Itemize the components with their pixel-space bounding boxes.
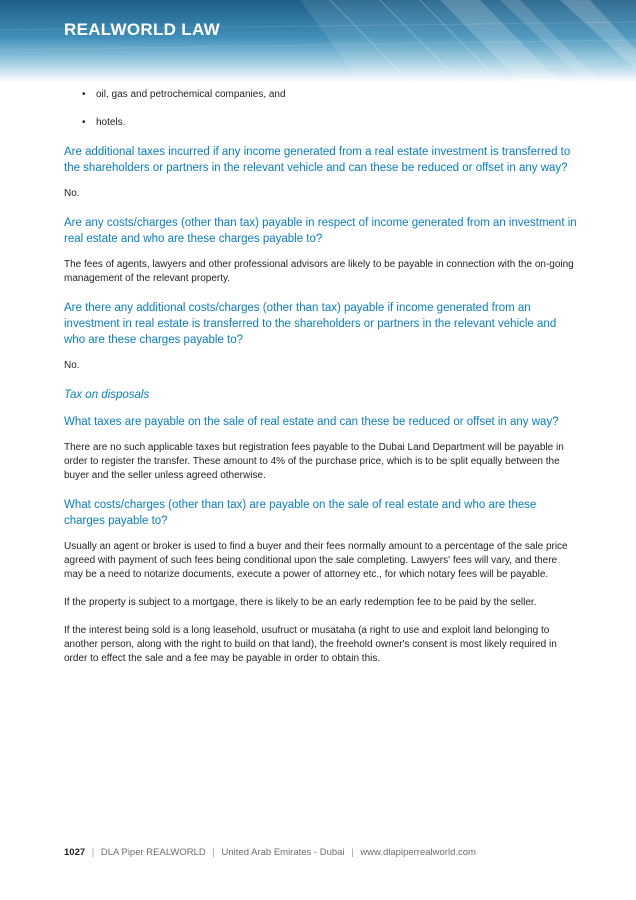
brand-title: REALWORLD LAW xyxy=(64,20,220,39)
footer-url-link[interactable]: www.dlapiperrealworld.com xyxy=(360,847,476,858)
bullet-icon: • xyxy=(82,89,86,100)
list-item xyxy=(64,116,578,129)
section-heading: Tax on disposals xyxy=(64,389,150,401)
header-building-graphic xyxy=(0,0,636,82)
footer-separator: | xyxy=(91,847,95,858)
question-heading: What costs/charges (other than tax) are payable on the sale of real estate and who are these charges payable to? xyxy=(64,499,537,527)
footer-publisher: DLA Piper REALWORLD xyxy=(100,847,206,858)
question-heading: Are there any additional costs/charges (other than tax) payable if income generated from an investment in real estate is transferred to the shareholders or partners in the relevant vehicle and who are these charges payable to? xyxy=(64,302,557,346)
answer-paragraph: If the interest being sold is a long leasehold, usufruct or musataha (a right to use and exploit land belonging to another person, along with the right to build on that land), the freehold owner's consent is most likely required in order to effect the sale and a fee may be payable in order to obtain this. xyxy=(64,625,557,664)
answer-paragraph: Usually an agent or broker is used to find a buyer and their fees normally amount to a percentage of the sale price agreed with payment of such fees being conditional upon the sale completing. Lawyers' fees will vary, and there may be a need to notarize documents, execute a power of attorney etc., for which notary fees will be payable. xyxy=(64,541,568,580)
list-item xyxy=(64,88,578,101)
footer-separator: | xyxy=(351,847,354,858)
page-number: 1027 xyxy=(64,847,86,858)
page-header xyxy=(0,0,636,82)
page-content xyxy=(64,88,578,680)
answer-paragraph: The fees of agents, lawyers and other professional advisors are likely to be payable in connection with the on-going management of the relevant property. xyxy=(64,259,574,284)
list-item-text: oil, gas and petrochemical companies, and xyxy=(96,89,286,100)
footer-separator: | xyxy=(212,847,215,858)
page-footer xyxy=(64,847,476,858)
list-item-text: hotels. xyxy=(96,117,126,128)
question-heading: Are additional taxes incurred if any income generated from a real estate investment is transferred to the shareholders or partners in the relevant vehicle and can these be reduced or offset in any way? xyxy=(64,146,571,174)
answer-paragraph: No. xyxy=(64,360,80,371)
question-heading: Are any costs/charges (other than tax) payable in respect of income generated from an investment in real estate and who are these charges payable to? xyxy=(64,217,577,245)
answer-paragraph: No. xyxy=(64,188,80,199)
footer-country: United Arab Emirates - Dubai xyxy=(221,847,345,858)
bullet-icon: • xyxy=(82,117,86,128)
question-heading: What taxes are payable on the sale of real estate and can these be reduced or offset in any way? xyxy=(64,416,559,428)
bullet-list xyxy=(64,88,578,129)
answer-paragraph: If the property is subject to a mortgage, there is likely to be an early redemption fee to be paid by the seller. xyxy=(64,597,537,608)
answer-paragraph: There are no such applicable taxes but registration fees payable to the Dubai Land Department will be payable in order to register the transfer. These amount to 4% of the purchase price, which is to be split equally between the buyer and the seller unless agreed otherwise. xyxy=(64,442,564,481)
